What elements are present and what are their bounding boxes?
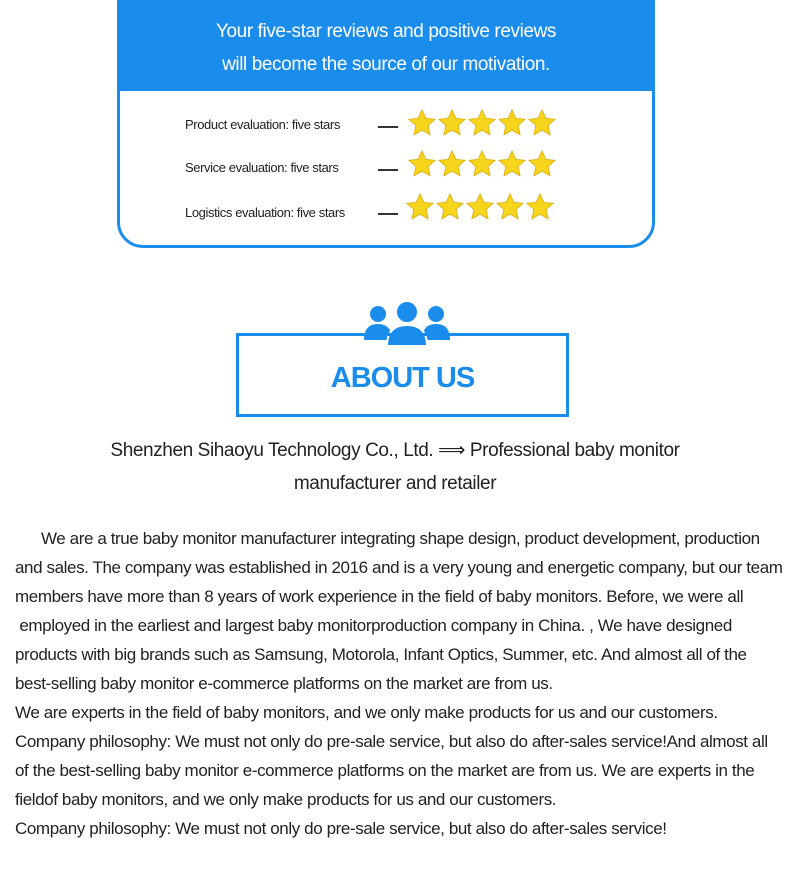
star-icon (527, 107, 557, 139)
company-line-2: manufacturer and retailer (293, 473, 497, 494)
star-icon (497, 148, 527, 180)
rating-dash (378, 126, 398, 128)
star-icon (405, 191, 435, 223)
star-icon (527, 148, 557, 180)
star-icon (437, 107, 467, 139)
rating-label: Product evaluation: five stars (185, 117, 340, 132)
review-card (117, 0, 655, 248)
description-line: products with big brands such as Samsung, Motorola, Infant Optics, Summer, etc. And almost all of the (15, 645, 747, 664)
star-icon (495, 191, 525, 223)
rating-label: Service evaluation: five stars (185, 160, 339, 175)
about-us-box (236, 333, 569, 417)
company-line-1: Shenzhen Sihaoyu Technology Co., Ltd. ⟹ Professional baby monitor (110, 440, 680, 461)
description-line: best-selling baby monitor e-commerce platforms on the market are from us. (15, 674, 553, 693)
review-header-line1: Your five-star reviews and positive reviews (215, 21, 557, 42)
rating-dash (378, 169, 398, 171)
star-icon (467, 148, 497, 180)
star-icon (525, 191, 555, 223)
review-header-line2: will become the source of our motivation. (222, 54, 550, 75)
description-line: members have more than 8 years of work experience in the field of baby monitors. Before, we were all (15, 587, 744, 606)
company-description (15, 524, 785, 843)
rating-dash (378, 213, 398, 215)
review-header (120, 3, 652, 91)
rating-row-product (120, 107, 652, 147)
about-us-title: ABOUT US (330, 362, 475, 394)
star-icon (467, 107, 497, 139)
description-line: and sales. The company was established in 2016 and is a very young and energetic company, but our team (15, 558, 783, 577)
description-line: of the best-selling baby monitor e-commerce platforms on the market are from us. We are experts in the (15, 761, 755, 780)
star-rating (405, 191, 555, 227)
description-line: We are experts in the field of baby monitors, and we only make products for us and our customers. (15, 703, 718, 722)
description-line: Company philosophy: We must not only do pre-sale service, but also do after-sales service!And almost all (15, 732, 768, 751)
description-line: We are a true baby monitor manufacturer integrating shape design, product development, production (15, 529, 760, 548)
rating-row-service (120, 148, 652, 188)
description-line: Company philosophy: We must not only do pre-sale service, but also do after-sales service! (15, 819, 667, 838)
star-icon (465, 191, 495, 223)
description-line: employed in the earliest and largest baby monitorproduction company in China. , We have designed (15, 616, 732, 635)
star-icon (497, 107, 527, 139)
description-line: fieldof baby monitors, and we only make products for us and our customers. (15, 790, 557, 809)
rating-row-logistics (120, 191, 652, 231)
star-icon (407, 107, 437, 139)
star-rating (407, 107, 557, 143)
star-icon (407, 148, 437, 180)
rating-label: Logistics evaluation: five stars (185, 205, 345, 220)
star-icon (437, 148, 467, 180)
star-icon (435, 191, 465, 223)
star-rating (407, 148, 557, 184)
